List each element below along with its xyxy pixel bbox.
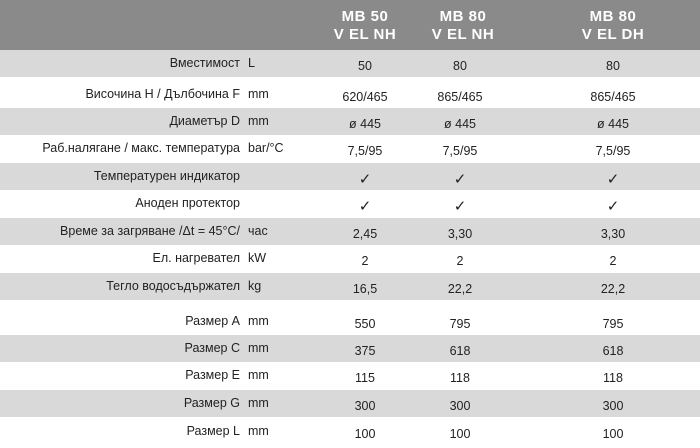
row-unit: mm [248,368,269,382]
row-value: ø 445 [349,117,381,131]
row-label: Размер C [184,341,240,355]
row-value: 795 [602,317,624,331]
checkmark-icon: ✓ [606,198,620,215]
row-value: 375 [354,344,376,358]
table-row [0,108,700,135]
model-name-line1: MB 50 [341,8,389,25]
table-row [0,418,700,445]
row-value: 550 [354,317,376,331]
table-row [0,308,700,335]
row-value: 7,5/95 [347,144,383,158]
row-value: 100 [449,427,471,441]
row-value: 16,5 [352,282,378,296]
table-row [0,135,700,162]
row-value: 2 [361,254,369,268]
row-value: 80 [606,59,620,73]
table-row [0,218,700,245]
row-value: 115 [355,371,375,385]
row-label: Размер L [186,424,240,438]
row-label: Раб.налягане / макс. температура [42,141,240,155]
row-unit: kW [248,251,267,265]
row-unit: L [248,56,255,70]
row-unit: mm [248,424,269,438]
table-row [0,50,700,77]
row-label: Аноден протектор [135,196,240,210]
model-header-3 [548,8,678,44]
row-value: 795 [449,317,471,331]
row-value: 100 [602,427,624,441]
table-row [0,390,700,417]
model-name-line2: V EL DH [581,26,645,43]
table-row [0,190,700,217]
row-value: 2 [609,254,617,268]
model-name-line2: V EL NH [333,26,397,43]
row-unit: mm [248,341,269,355]
row-unit: kg [248,279,262,293]
table-row [0,81,700,108]
row-label: Височина H / Дълбочина F [85,87,240,101]
table-row [0,245,700,272]
row-label: Тегло водосъдържател [106,279,240,293]
row-label: Размер A [185,314,240,328]
table-header [0,0,700,50]
row-label: Диаметър D [169,114,240,128]
row-value: ø 445 [597,117,629,131]
row-value: 620/465 [342,90,388,104]
row-value: 865/465 [590,90,636,104]
row-value: 618 [602,344,624,358]
row-unit: mm [248,396,269,410]
row-value: 618 [449,344,471,358]
table-row [0,273,700,300]
row-value: 22,2 [447,282,473,296]
row-label: Време за загряване /Δt = 45°C/ [60,224,240,238]
row-label: Вместимост [169,56,240,70]
table-row [0,163,700,190]
row-label: Ел. нагревател [152,251,240,265]
checkmark-icon: ✓ [606,171,620,188]
row-value: 118 [450,371,470,385]
row-unit: mm [248,314,269,328]
model-name-line1: MB 80 [439,8,487,25]
row-value: 2,45 [352,227,378,241]
row-value: 100 [354,427,376,441]
table-row [0,362,700,389]
row-unit: час [248,224,268,238]
row-value: 300 [449,399,471,413]
row-value: 7,5/95 [595,144,631,158]
row-value: 300 [602,399,624,413]
checkmark-icon: ✓ [358,171,372,188]
row-unit: bar/°C [248,141,284,155]
model-name-line2: V EL NH [431,26,495,43]
row-value: 118 [603,371,623,385]
row-label: Температурен индикатор [93,169,240,183]
row-value: ø 445 [444,117,476,131]
model-header-2 [398,8,528,44]
row-value: 3,30 [447,227,473,241]
row-value: 50 [358,59,372,73]
row-unit: mm [248,114,269,128]
row-value: 2 [456,254,464,268]
row-value: 80 [453,59,467,73]
checkmark-icon: ✓ [453,198,467,215]
checkmark-icon: ✓ [358,198,372,215]
table-row [0,335,700,362]
row-value: 300 [354,399,376,413]
checkmark-icon: ✓ [453,171,467,188]
row-label: Размер G [183,396,240,410]
row-label: Размер E [185,368,240,382]
model-name-line1: MB 80 [589,8,637,25]
row-unit: mm [248,87,269,101]
row-value: 865/465 [437,90,483,104]
row-value: 7,5/95 [442,144,478,158]
row-value: 22,2 [600,282,626,296]
row-value: 3,30 [600,227,626,241]
